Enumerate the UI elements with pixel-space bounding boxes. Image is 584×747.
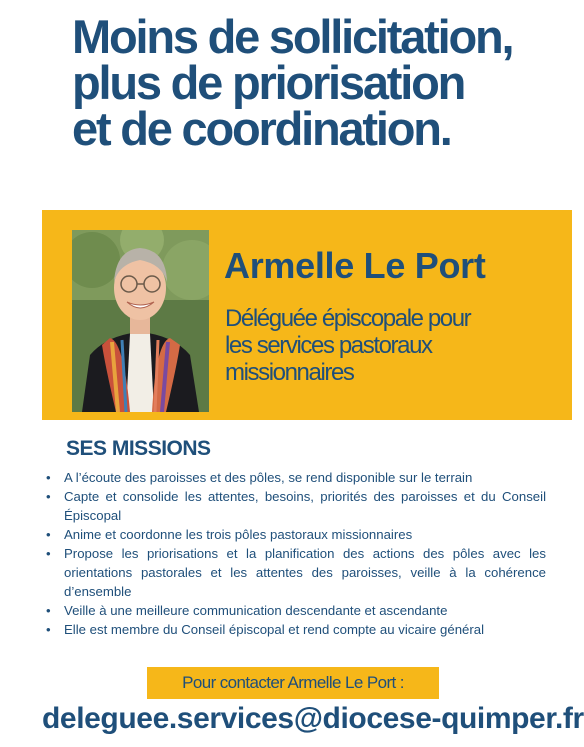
profile-name: Armelle Le Port: [224, 245, 486, 286]
portrait-illustration: [72, 230, 209, 412]
mission-item: • Propose les priorisations et la planification des actions des pôles avec les orientations pastorales et les attentes des paroisses, veille à la cohérence d’ensemble: [46, 544, 546, 601]
role-line-3: missionnaires: [225, 359, 354, 386]
mission-item: • A l’écoute des paroisses et des pôles, se rend disponible sur le terrain: [46, 468, 546, 487]
headline-line-3: et de coordination.: [72, 102, 451, 155]
mission-item: • Anime et coordonne les trois pôles pastoraux missionnaires: [46, 525, 546, 544]
contact-banner: [147, 667, 439, 699]
mission-item: • Elle est membre du Conseil épiscopal et rend compte au vicaire général: [46, 620, 546, 639]
mission-item: • Veille à une meilleure communication descendante et ascendante: [46, 601, 546, 620]
headline: [72, 10, 572, 155]
missions-title: SES MISSIONS: [66, 437, 211, 460]
role-line-1: Déléguée épiscopale pour: [225, 305, 471, 332]
contact-email-link[interactable]: deleguee.services@diocese-quimper.fr: [42, 702, 584, 735]
headline-line-2: plus de priorisation: [72, 56, 465, 109]
missions-list: [46, 468, 546, 639]
mission-item: • Capte et consolide les attentes, besoins, priorités des paroisses et du Conseil Épiscopal: [46, 487, 546, 525]
profile-role: [225, 305, 565, 386]
role-line-2: les services pastoraux: [225, 332, 432, 359]
contact-label: Pour contacter Armelle Le Port :: [182, 673, 404, 692]
portrait-photo: [72, 230, 209, 412]
profile-banner: [42, 210, 572, 420]
headline-line-1: Moins de sollicitation,: [72, 10, 513, 63]
